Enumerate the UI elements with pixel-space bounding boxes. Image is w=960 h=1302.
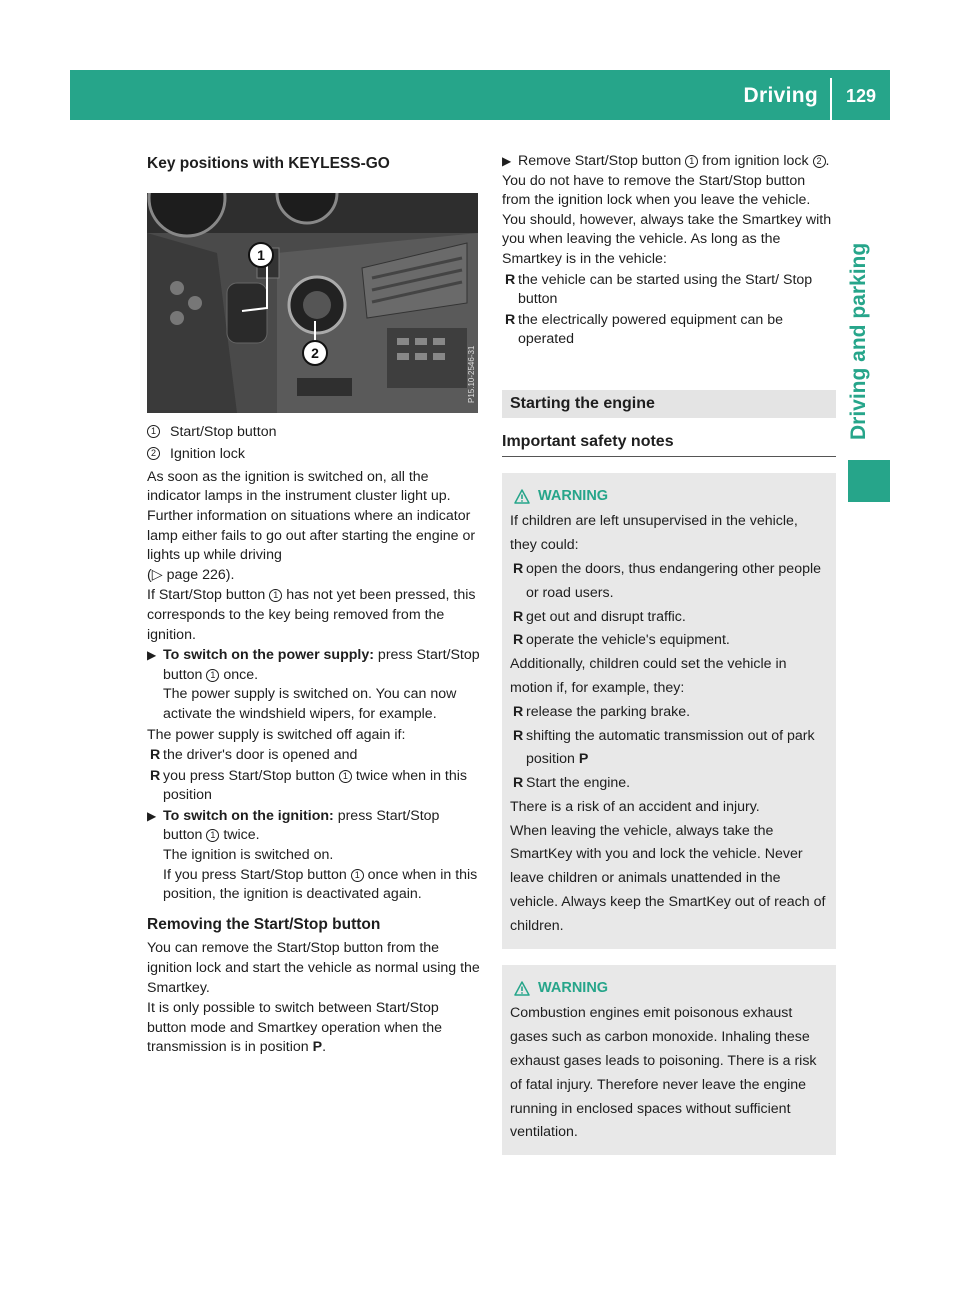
warning-text: Combustion engines emit poisonous exhaust gases such as carbon monoxide. Inhaling these exhaust gases leads to poisoning. There is a risk of fatal injury. Therefore never leave the engine running in enclosed spaces without sufficient ventilation. [510,1005,817,1141]
r-bullet-icon: R [150,767,161,784]
bullet-item: R the electrically powered equipment can be operated [505,311,783,348]
bullet-item: R shifting the automatic transmission out of park position P [510,725,828,773]
bullet-item: R you press Start/Stop button 1 twice when in this position [150,767,468,804]
r-bullet-icon: R [513,560,524,577]
r-bullet-icon: R [150,747,161,764]
header-divider [830,78,832,120]
left-column [147,150,481,1059]
arrow-right-icon: ▶ [147,648,157,663]
ignition-photo [147,193,478,413]
arrow-right-icon: ▶ [147,808,157,823]
bullet-item: R release the parking brake. [510,701,828,725]
arrow-right-icon: ▶ [502,154,512,168]
right-column [502,152,836,1155]
paragraph-smartkey: You do not have to remove the Start/Stop button from the ignition lock when you leave the vehicle. You should, however, always take the Smartkey with you when leaving the vehicle. As long as the Smartkey is in the vehicle: [502,172,832,267]
step-remove-button: ▶ Remove Start/Stop button 1 from ignition lock 2 . [502,152,836,172]
section-title-starting-engine: Starting the engine [502,390,836,418]
r-bullet-icon: R [505,311,516,328]
step-ignition: ▶ To switch on the ignition: press Start/Stop button 1 twice. The ignition is switched on. If you press Start/Stop button 1 once when in this position, the ignition is deactivated again. [147,807,478,903]
bullet-item: R the driver's door is opened and [147,746,481,766]
paragraph-indicator-lamps: As soon as the ignition is switched on, all the indicator lamps in the instrument cluster light up. Further information on situations where an indicator lamp either fails to go out after starting the engine or lights up while driving (▷ page 226). [147,468,476,583]
section-heading-key-positions: Key positions with KEYLESS-GO [147,155,390,172]
bullet-item: R the vehicle can be started using the Start/ Stop button [505,271,813,308]
warning-header: WARNING [510,485,828,509]
subheading-safety-notes: Important safety notes [502,432,836,457]
warning-header: WARNING [510,977,828,1001]
paragraph-switch-mode: It is only possible to switch between Start/Stop button mode and Smartkey operation when the transmission is in position P. [147,1000,442,1056]
warning-box-exhaust [502,965,836,1156]
warning-triangle-icon [514,489,530,504]
paragraph-power-off: The power supply is switched off again if: [147,726,406,743]
warning-risk: There is a risk of an accident and injury. [510,798,760,815]
section-heading-removing: Removing the Start/Stop button [147,915,381,933]
callout-2-badge: 2 [147,447,160,460]
warning-outro: When leaving the vehicle, always take the SmartKey with you and lock the vehicle. Never leave children or animals unattended in the vehicle. Always keep the SmartKey out of reach of children. [510,822,826,934]
warning-mid: Additionally, children could set the vehicle in motion if, for example, they: [510,656,787,696]
svg-text:1: 1 [257,246,265,263]
r-bullet-icon: R [513,703,524,720]
legend-item-ignition-lock: 2 Ignition lock [147,445,481,465]
callout-1-badge: 1 [147,425,160,438]
r-bullet-icon: R [505,271,516,288]
paragraph-not-pressed: If Start/Stop button 1 has not yet been pressed, this corresponds to the key being removed from the ignition. [147,587,476,643]
warning-triangle-icon [514,981,530,996]
r-bullet-icon: R [513,775,524,792]
bullet-item: R Start the engine. [510,772,828,796]
photo-code: P15.10-2546-31 [467,345,476,403]
warning-intro: If children are left unsupervised in the vehicle, they could: [510,513,798,554]
paragraph-remove-button: You can remove the Start/Stop button from the ignition lock and start the vehicle as normal using the Smartkey. [147,940,480,996]
page-number: 129 [845,86,876,106]
legend-item-start-stop: 1 Start/Stop button [147,423,481,443]
step-power-supply: ▶ To switch on the power supply: press Start/Stop button 1 once. The power supply is switched on. You can now activate the windshield wipers, for example. [147,647,480,722]
chapter-title: Driving [743,84,818,107]
side-tab-label: Driving and parking [847,242,870,440]
side-tab-marker [848,460,890,502]
r-bullet-icon: R [513,632,524,649]
page-reference-link[interactable]: (▷ page 226). [147,566,235,583]
bullet-item: R operate the vehicle's equipment. [510,629,828,653]
warning-box-children [502,473,836,949]
r-bullet-icon: R [513,727,524,744]
page-header [70,70,890,120]
bullet-item: R get out and disrupt traffic. [510,606,828,630]
r-bullet-icon: R [513,608,524,625]
svg-text:2: 2 [311,344,319,361]
bullet-item: R open the doors, thus endangering other people or road users. [510,558,828,606]
